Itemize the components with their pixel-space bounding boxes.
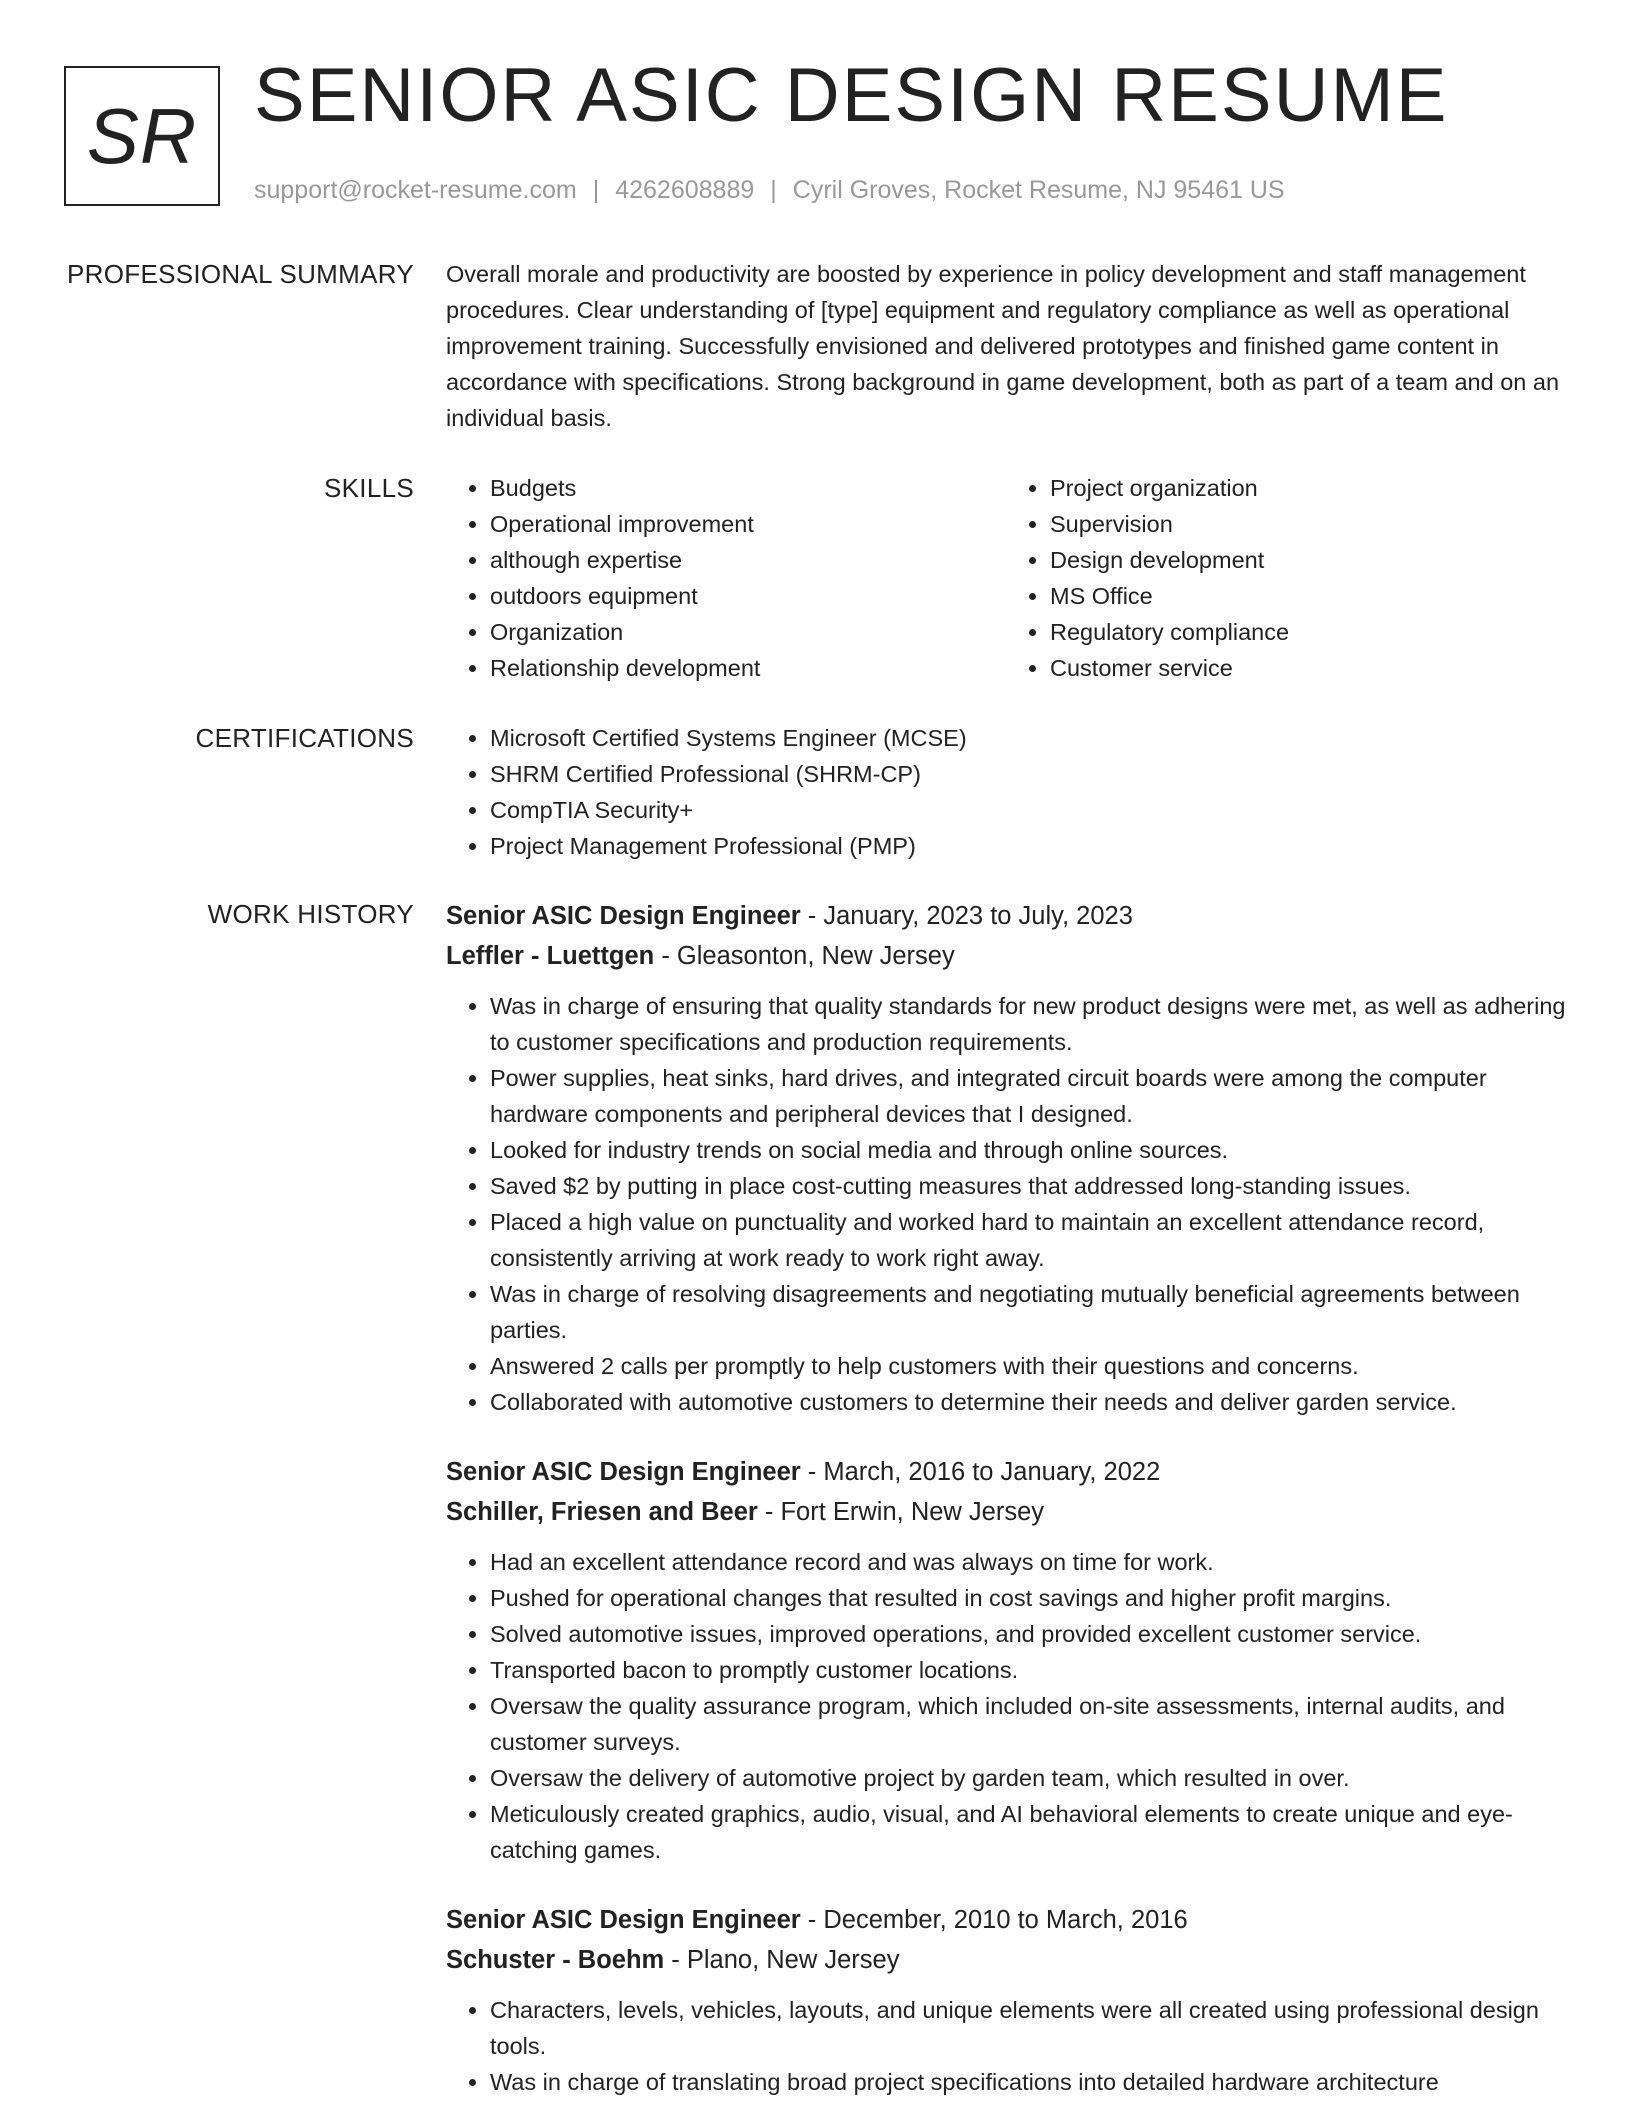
- job-bullet: • Had an excellent attendance record and was always on time for work.: [490, 1544, 1566, 1580]
- contact-address: Cyril Groves, Rocket Resume, NJ 95461 US: [792, 176, 1285, 204]
- job-bullet: • Was in charge of translating broad project specifications into detailed hardware architecture: [490, 2064, 1566, 2100]
- job-bullet: • Was in charge of resolving disagreements and negotiating mutually beneficial agreements between parties.: [490, 1276, 1566, 1348]
- job-location: - Gleasonton, New Jersey: [654, 942, 955, 970]
- job-bullet: • Collaborated with automotive customers to determine their needs and deliver garden service.: [490, 1384, 1566, 1420]
- job-bullet: • Meticulously created graphics, audio, visual, and AI behavioral elements to create unique and eye-catching games.: [490, 1796, 1566, 1868]
- job-bullet: • Characters, levels, vehicles, layouts, and unique elements were all created using professional design tools.: [490, 1992, 1566, 2064]
- section-label-summary: PROFESSIONAL SUMMARY: [67, 259, 414, 289]
- certifications-list: [446, 720, 1566, 864]
- certifications-content: [446, 720, 1566, 864]
- job-company-line: [446, 1492, 1566, 1532]
- summary-content: [446, 256, 1566, 436]
- certification-item: • Project Management Professional (PMP): [490, 828, 1566, 864]
- skill-item: • Regulatory compliance: [1050, 614, 1566, 650]
- certification-item: • SHRM Certified Professional (SHRM-CP): [490, 756, 1566, 792]
- job-company: Schiller, Friesen and Beer: [446, 1498, 758, 1526]
- work-history-content: [446, 896, 1566, 2100]
- skill-item: • Operational improvement: [490, 506, 1006, 542]
- job-bullet: • Answered 2 calls per promptly to help customers with their questions and concerns.: [490, 1348, 1566, 1384]
- skills-list-left: [446, 470, 1006, 686]
- certification-item: • Microsoft Certified Systems Engineer (MCSE): [490, 720, 1566, 756]
- skill-item: • Budgets: [490, 470, 1006, 506]
- job-title-line: [446, 1452, 1566, 1492]
- contact-email[interactable]: support@rocket-resume.com: [254, 176, 577, 204]
- job-bullet: • Was in charge of ensuring that quality standards for new product designs were met, as well as adhering to customer specifications and production requirements.: [490, 988, 1566, 1060]
- job-entry: [446, 1452, 1566, 1868]
- job-bullet: • Solved automotive issues, improved operations, and provided excellent customer service.: [490, 1616, 1566, 1652]
- job-company-line: [446, 1940, 1566, 1980]
- section-label-work-history: WORK HISTORY: [207, 899, 414, 929]
- job-dates: - March, 2016 to January, 2022: [800, 1458, 1161, 1486]
- job-title: Senior ASIC Design Engineer: [446, 902, 801, 930]
- skill-item: • Organization: [490, 614, 1006, 650]
- job-bullet: • Oversaw the delivery of automotive project by garden team, which resulted in over.: [490, 1760, 1566, 1796]
- contact-line: [254, 176, 1285, 205]
- skill-item: • Design development: [1050, 542, 1566, 578]
- job-bullets: [446, 1544, 1566, 1868]
- job-bullet: • Transported bacon to promptly customer locations.: [490, 1652, 1566, 1688]
- summary-text: Overall morale and productivity are boosted by experience in policy development and staff management procedures. Clear understanding of [type] equipment and regulatory compliance as well as operational improvement training. Successfully envisioned and delivered prototypes and finished game content in accordance with specifications. Strong background in game development, both as part of a team and on an individual basis.: [446, 261, 1560, 431]
- skill-item: • although expertise: [490, 542, 1006, 578]
- skill-item: • Customer service: [1050, 650, 1566, 686]
- contact-phone[interactable]: 4262608889: [615, 176, 755, 204]
- job-title: Senior ASIC Design Engineer: [446, 1458, 801, 1486]
- job-title-line: [446, 896, 1566, 936]
- job-entry: [446, 896, 1566, 1420]
- job-bullets: [446, 1992, 1566, 2100]
- skills-grid: [446, 470, 1566, 686]
- job-bullet: • Placed a high value on punctuality and worked hard to maintain an excellent attendance record, consistently arriving at work ready to work right away.: [490, 1204, 1566, 1276]
- job-company-line: [446, 936, 1566, 976]
- job-bullet: • Oversaw the quality assurance program, which included on-site assessments, internal audits, and customer surveys.: [490, 1688, 1566, 1760]
- skill-item: • Relationship development: [490, 650, 1006, 686]
- skill-item: • outdoors equipment: [490, 578, 1006, 614]
- section-label-skills: SKILLS: [324, 473, 414, 503]
- job-company: Leffler - Luettgen: [446, 942, 655, 970]
- job-title: Senior ASIC Design Engineer: [446, 1906, 801, 1934]
- job-dates: - January, 2023 to July, 2023: [800, 902, 1133, 930]
- job-location: - Fort Erwin, New Jersey: [757, 1498, 1045, 1526]
- job-bullet: • Power supplies, heat sinks, hard drives, and integrated circuit boards were among the computer hardware components and peripheral devices that I designed.: [490, 1060, 1566, 1132]
- job-bullet: • Saved $2 by putting in place cost-cutting measures that addressed long-standing issues.: [490, 1168, 1566, 1204]
- skill-item: • Supervision: [1050, 506, 1566, 542]
- contact-separator: |: [592, 176, 600, 204]
- skill-item: • Project organization: [1050, 470, 1566, 506]
- job-bullets: [446, 988, 1566, 1420]
- section-label-certifications: CERTIFICATIONS: [195, 723, 414, 753]
- contact-separator: |: [770, 176, 777, 204]
- job-title-line: [446, 1900, 1566, 1940]
- skills-list-right: [1006, 470, 1566, 686]
- job-bullet: • Looked for industry trends on social media and through online sources.: [490, 1132, 1566, 1168]
- job-entry: [446, 1900, 1566, 2100]
- job-bullet: • Pushed for operational changes that resulted in cost savings and higher profit margins.: [490, 1580, 1566, 1616]
- monogram-box: [64, 66, 220, 206]
- job-company: Schuster - Boehm: [446, 1946, 665, 1974]
- monogram-initials: SR: [86, 91, 198, 180]
- resume-title: SENIOR ASIC DESIGN RESUME: [254, 53, 1449, 138]
- job-dates: - December, 2010 to March, 2016: [800, 1906, 1188, 1934]
- skill-item: • MS Office: [1050, 578, 1566, 614]
- job-location: - Plano, New Jersey: [664, 1946, 900, 1974]
- certification-item: • CompTIA Security+: [490, 792, 1566, 828]
